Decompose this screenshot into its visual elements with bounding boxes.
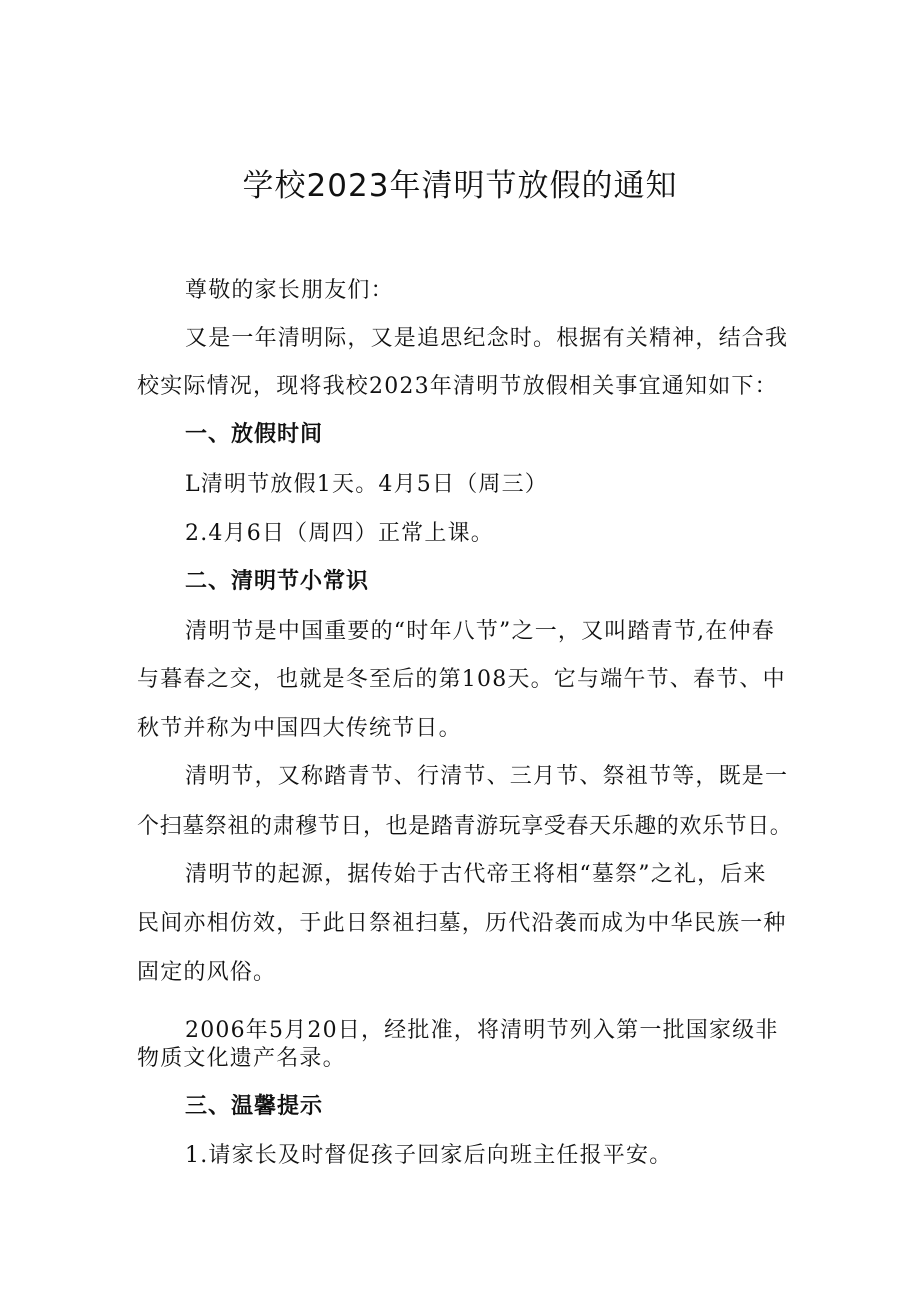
section-3-item-1: 1.请家长及时督促孩子回家后向班主任报平安。 — [185, 1143, 673, 1168]
section-2-para-2-line-1: 清明节，又称踏青节、行清节、三月节、祭祖节等，既是一 — [185, 764, 789, 789]
section-2-heading: 二、清明节小常识 — [185, 569, 370, 594]
section-2-para-4-line-2: 物质文化遗产名录。 — [137, 1046, 346, 1071]
section-2-para-4-line-1: 2006年5月20日，经批准，将清明节列入第一批国家级非 — [185, 1018, 779, 1043]
section-1-item-1: L清明节放假1天。4月5日（周三） — [185, 472, 549, 497]
greeting: 尊敬的家长朋友们： — [185, 278, 394, 303]
section-3-heading: 三、温馨提示 — [185, 1094, 324, 1119]
intro-line-2: 校实际情况，现将我校2023年清明节放假相关事宜通知如下： — [137, 374, 778, 399]
section-1-item-2: 2.4月6日（周四）正常上课。 — [185, 521, 494, 546]
section-2-para-3-line-3: 固定的风俗。 — [137, 960, 277, 985]
section-2-para-1-line-3: 秋节并称为中国四大传统节日。 — [137, 716, 462, 741]
intro-line-1: 又是一年清明际，又是追思纪念时。根据有关精神，结合我 — [185, 326, 789, 351]
section-2-para-1-line-2: 与暮春之交，也就是冬至后的第108天。它与端午节、春节、中 — [137, 667, 786, 692]
section-2-para-1-line-1: 清明节是中国重要的“时年八节”之一，又叫踏青节,在仲春 — [185, 619, 775, 644]
section-2-para-3-line-2: 民间亦相仿效，于此日祭祖扫墓，历代沿袭而成为中华民族一种 — [137, 911, 787, 936]
page-title: 学校2023年清明节放假的通知 — [242, 168, 678, 204]
section-2-para-2-line-2: 个扫墓祭祖的肃穆节日，也是踏青游玩享受春天乐趣的欢乐节日。 — [137, 814, 793, 839]
section-1-heading: 一、放假时间 — [185, 422, 324, 447]
section-2-para-3-line-1: 清明节的起源，据传始于古代帝王将相“墓祭”之礼，后来 — [185, 862, 767, 887]
